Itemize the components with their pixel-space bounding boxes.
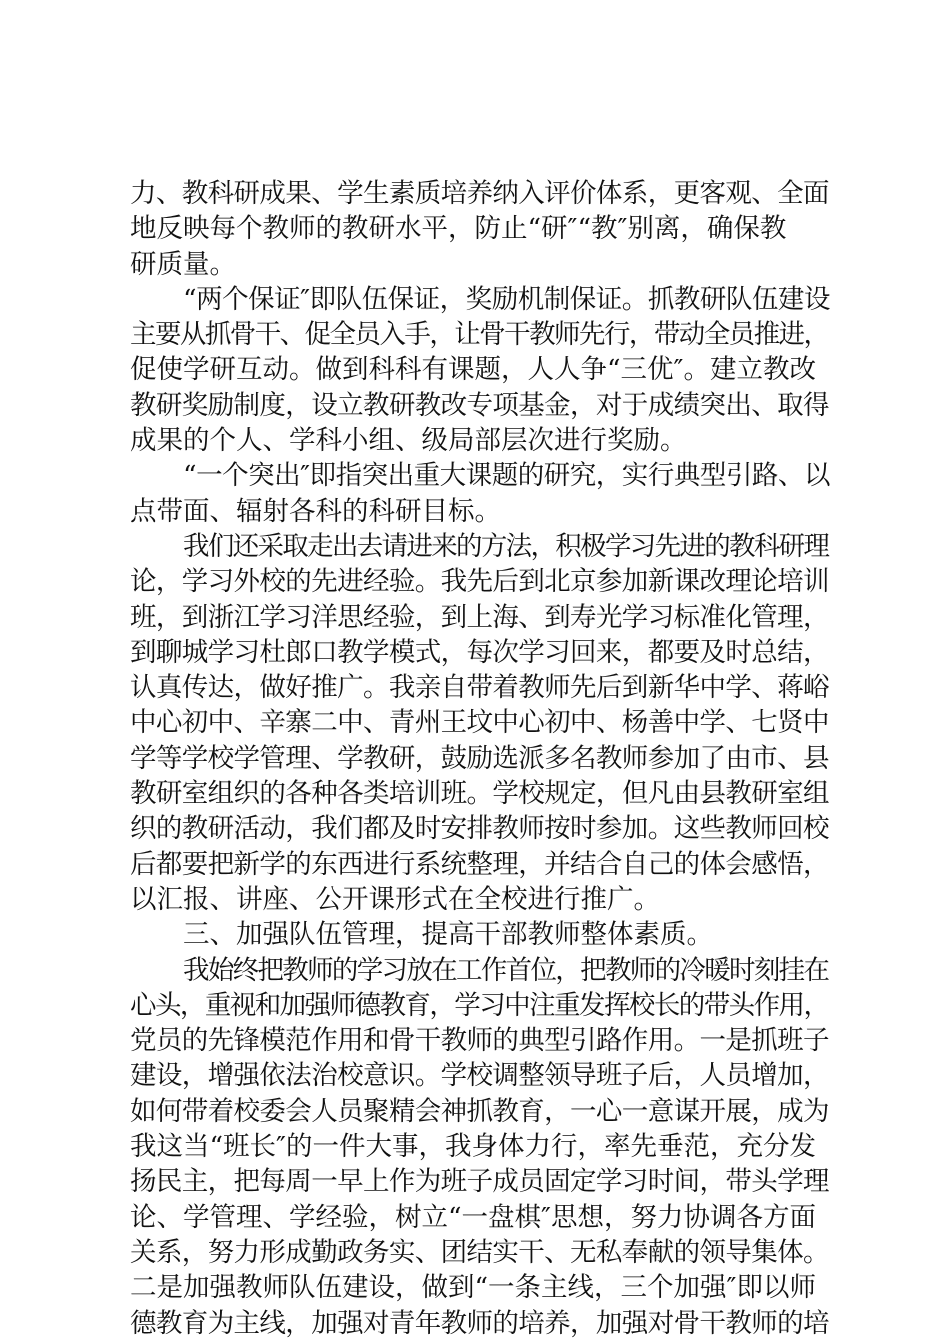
text-line: 研质量。 [130,248,236,280]
text-line: 二是加强教师队伍建设，做到“一条主线，三个加强″即以师 [130,1272,816,1304]
text-line: 关系，努力形成勤政务实、团结实干、无私奉献的领导集体。 [130,1236,829,1268]
text-line: 主要从抓骨干、促全员入手，让骨干教师先行，带动全员推进， [130,319,829,351]
text-line: “一个突出″即指突出重大课题的研究，实行典型引路、以 [183,460,830,492]
text-line: 德教育为主线，加强对青年教师的培养，加强对骨干教师的培 [130,1307,829,1339]
text-line: 地反映每个教师的教研水平，防止“研″“教″别离，确保教 [130,213,787,245]
text-line: 建设，增强依法治校意识。学校调整领导班子后，人员增加， [130,1060,829,1092]
text-line: 心头，重视和加强师德教育，学习中注重发挥校长的带头作用， [130,989,829,1021]
paragraph [130,917,830,952]
text-line: 论、学管理、学经验，树立“一盘棋″思想，努力协调各方面 [130,1201,816,1233]
text-line: 中心初中、辛寨二中、青州王坟中心初中、杨善中学、七贤中 [130,707,829,739]
paragraph [130,953,830,1341]
text-line: 力、教科研成果、学生素质培养纳入评价体系，更客观、全面 [130,178,829,209]
text-line: 扬民主，把每周一早上作为班子成员固定学习时间，带头学理 [130,1166,829,1198]
paragraph [130,282,830,458]
text-line: 促使学研互动。做到科科有课题，人人争“三优″。建立教改 [130,354,816,386]
text-line: 如何带着校委会人员聚精会神抓教育，一心一意谋开展，成为 [130,1095,829,1127]
paragraph [130,458,830,529]
paragraph [130,529,830,917]
paragraph [130,176,830,282]
text-line: 成果的个人、学科小组、级局部层次进行奖励。 [130,425,687,457]
text-line: 我这当“班长″的一件大事，我身体力行，率先垂范，充分发 [130,1131,816,1163]
text-line: 教研室组织的各种各类培训班。学校规定，但凡由县教研室组 [130,778,829,810]
text-line: “两个保证″即队伍保证，奖励机制保证。抓教研队伍建设 [183,283,830,315]
text-line: 党员的先锋模范作用和骨干教师的典型引路作用。一是抓班子 [130,1025,829,1057]
text-line: 以汇报、讲座、公开课形式在全校进行推广。 [130,883,660,915]
text-line: 三、加强队伍管理，提高干部教师整体素质。 [183,919,713,951]
text-line: 点带面、辐射各科的科研目标。 [130,495,501,527]
text-line: 学等学校学管理、学教研，鼓励选派多名教师参加了由市、县 [130,742,829,774]
text-line: 后都要把新学的东西进行系统整理，并结合自己的体会感悟， [130,848,829,880]
body-text [130,176,830,1341]
text-line: 我始终把教师的学习放在工作首位，把教师的冷暖时刻挂在 [183,954,829,986]
text-line: 织的教研活动，我们都及时安排教师按时参加。这些教师回校 [130,813,829,845]
text-line: 到聊城学习杜郎口教学模式，每次学习回来，都要及时总结， [130,636,829,668]
text-line: 教研奖励制度，设立教研教改专项基金，对于成绩突出、取得 [130,389,829,421]
text-line: 我们还采取走出去请进来的方法，积极学习先进的教科研理 [183,530,829,562]
text-line: 班，到浙江学习洋思经验，到上海、到寿光学习标准化管理， [130,601,829,633]
text-line: 认真传达，做好推广。我亲自带着教师先后到新华中学、蒋峪 [130,672,829,704]
text-line: 论，学习外校的先进经验。我先后到北京参加新课改理论培训 [130,566,829,598]
